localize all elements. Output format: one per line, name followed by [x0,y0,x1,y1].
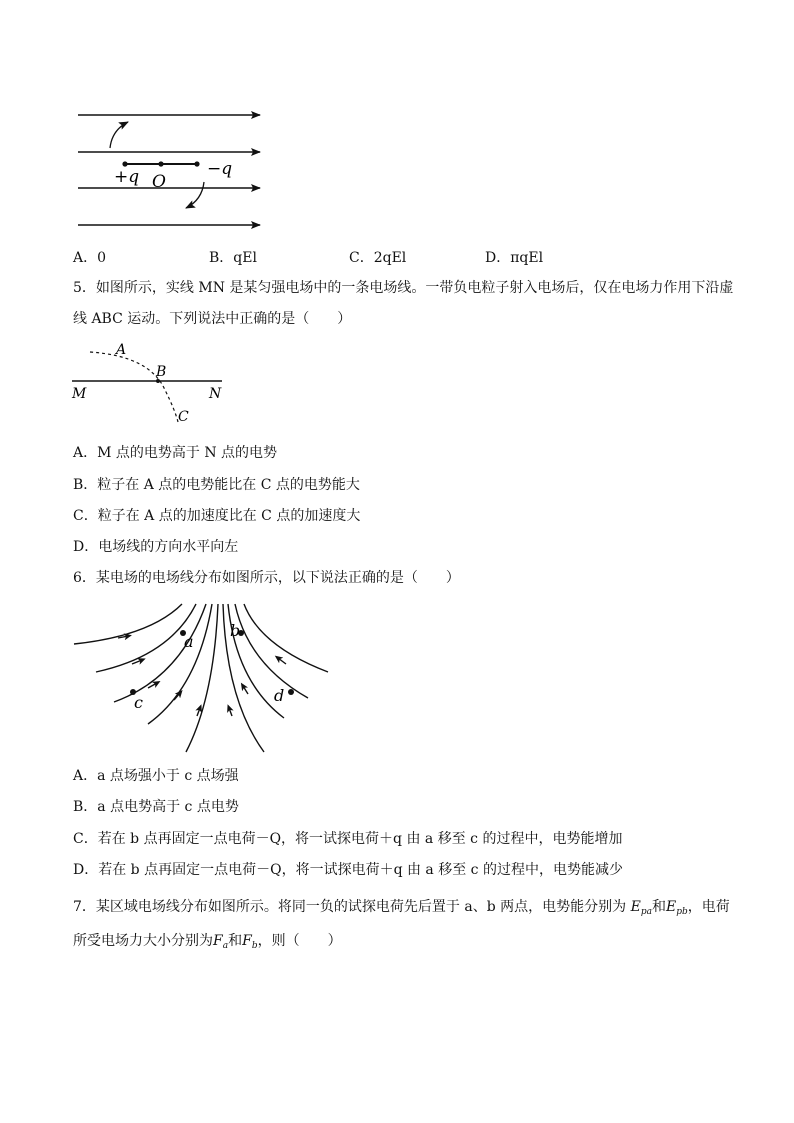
rotation-arrow-top [110,122,128,148]
q5-option-d[interactable]: D．电场线的方向水平向左 [73,539,239,555]
label-b: b [230,621,241,640]
q6-stem: 6．某电场的电场线分布如图所示，以下说法正确的是（ ） [73,570,460,586]
trajectory-ABC [90,352,178,422]
q6-option-d[interactable]: D．若在 b 点再固定一点电荷－Q，将一试探电荷＋q 由 a 移至 c 的过程中，电势能减少 [73,862,623,878]
rotation-arrow-bottom [186,182,204,208]
q6-field-lines-figure [70,598,332,754]
field-line-L3 [114,604,206,702]
q7-Epb: $E_{pb}$ [665,899,688,917]
q5-stem-line2: 线 ABC 运动。下列说法中正确的是（ ） [73,311,352,327]
q7-Fa: $F_a$ [213,933,229,951]
field-line-R2 [235,604,308,698]
label-B: B [156,364,167,380]
q6-option-b[interactable]: B．a 点电势高于 c 点电势 [73,799,239,815]
pos-charge-dot [122,161,127,166]
arrow-R4 [229,708,232,716]
label-M: M [72,386,87,402]
q4-option-b[interactable]: B．qEl [209,250,257,266]
q7-stem-line2 [73,931,342,956]
arrow-R3 [243,686,248,694]
q4-option-a[interactable]: A．0 [73,250,107,266]
q7-Epa: $E_{pa}$ [630,899,652,917]
neg-charge-label: −q [207,159,233,179]
q7-stem-text-a: 7．某区域电场线分布如图所示。将同一负的试探电荷先后置于 a、b 两点，电势能分别为 [73,899,627,915]
q5-field-line-figure [70,338,230,430]
neg-charge-dot [194,161,199,166]
q5-option-c[interactable]: C．粒子在 A 点的加速度比在 C 点的加速度大 [73,508,361,524]
label-C: C [178,409,189,425]
q7-and1: 和 [651,899,666,915]
q6-option-a[interactable]: A．a 点场强小于 c 点场强 [73,768,239,784]
q7-stem-text-c: 所受电场力大小分别为 [73,933,213,949]
q4-option-d[interactable]: D．πqEl [485,250,544,266]
center-dot [158,161,163,166]
label-A: A [116,342,127,358]
q7-Fb: $F_b$ [242,933,258,951]
q4-options [73,247,633,267]
field-line-L5 [186,604,218,752]
arrow-R2 [278,658,286,664]
q4-option-c[interactable]: C．2qEl [349,250,407,266]
label-c: c [134,693,143,712]
label-d: d [274,686,285,705]
q5-option-a[interactable]: A．M 点的电势高于 N 点的电势 [73,445,278,461]
q5-option-b[interactable]: B．粒子在 A 点的电势能比在 C 点的电势能大 [73,477,360,493]
q7-stem-text-b: ，电荷 [687,899,730,915]
q7-stem-line1 [73,897,730,922]
field-line-L1 [74,604,182,644]
pos-charge-label: +q [114,167,140,187]
label-a: a [184,632,194,651]
center-label: O [152,172,166,192]
q7-and2: 和 [228,933,243,949]
point-d-dot [288,689,294,695]
label-N: N [209,386,222,402]
field-line-R1 [244,604,328,672]
q6-option-c[interactable]: C．若在 b 点再固定一点电荷－Q，将一试探电荷＋q 由 a 移至 c 的过程中，电势能增加 [73,831,623,847]
arrow-L5 [197,708,200,716]
q5-stem-line1: 5．如图所示，实线 MN 是某匀强电场中的一条电场线。一带负电粒子射入电场后，仅在电场力作用下沿虚 [73,280,734,296]
q7-stem-text-d: ，则（ ） [257,933,342,949]
q4-field-figure [70,100,270,240]
